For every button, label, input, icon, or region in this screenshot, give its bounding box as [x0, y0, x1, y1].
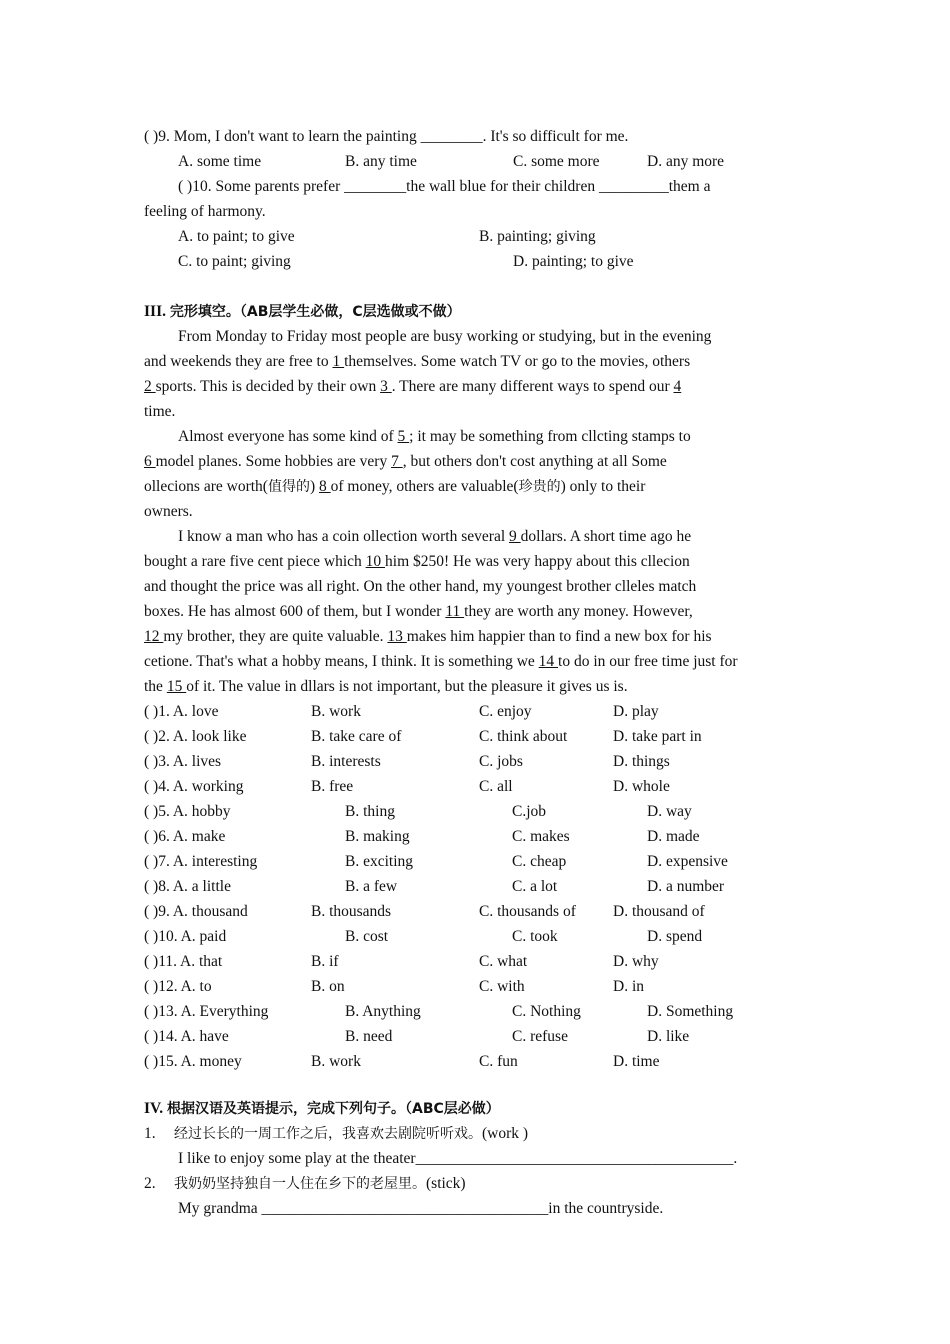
- answer-bracket-and-option-a: ( )14. A. have: [144, 1028, 229, 1045]
- option-c: C. cheap: [512, 853, 567, 870]
- passage-line: From Monday to Friday most people are busy working or studying, but in the evening: [178, 328, 712, 345]
- cloze-question-10: [144, 925, 784, 949]
- passage-line: the 15 of it. The value in dllars is not important, but the pleasure it gives us is.: [144, 678, 628, 695]
- option-d: D. in: [613, 978, 644, 995]
- blank-15: 15: [166, 678, 187, 695]
- answer-bracket-and-option-a: ( )5. A. hobby: [144, 803, 231, 820]
- blank-7: 7: [391, 453, 403, 470]
- option-c: C. enjoy: [479, 703, 532, 720]
- option-d: D. why: [613, 953, 659, 970]
- passage-line: I know a man who has a coin ollection worth several 9 dollars. A short time ago he: [178, 528, 692, 545]
- option-b: B. cost: [345, 928, 389, 945]
- option-b: B. work: [311, 703, 361, 720]
- answer-bracket-and-option-a: ( )8. A. a little: [144, 878, 231, 895]
- translation-item-2-prompt: 2. 我奶奶坚持独自一人住在乡下的老屋里。(stick): [144, 1175, 466, 1192]
- cloze-question-8: [144, 875, 784, 899]
- option-b: B. making: [345, 828, 410, 845]
- passage-line: cetione. That's what a hobby means, I think. It is something we 14 to do in our free time just for: [144, 653, 738, 670]
- blank-5: 5: [397, 428, 410, 445]
- blank-2: 2: [144, 378, 156, 395]
- option-c: C. fun: [479, 1053, 518, 1070]
- option-d: D. painting; to give: [513, 253, 634, 270]
- question-9-stem: ( )9. Mom, I don't want to learn the painting ________. It's so difficult for me.: [144, 128, 629, 145]
- option-b: B. thousands: [311, 903, 392, 920]
- option-d: D. a number: [647, 878, 725, 895]
- translation-item-1-prompt: 1. 经过长长的一周工作之后，我喜欢去剧院听听戏。(work ): [144, 1125, 529, 1142]
- blank-1: 1: [332, 353, 345, 370]
- option-c: C. jobs: [479, 753, 523, 770]
- option-d: D. things: [613, 753, 670, 770]
- passage-line: and weekends they are free to 1 themselves. Some watch TV or go to the movies, others: [144, 353, 691, 370]
- option-c: C. Nothing: [512, 1003, 581, 1020]
- option-d: D. Something: [647, 1003, 734, 1020]
- passage-line: Almost everyone has some kind of 5 ; it may be something from cllcting stamps to: [178, 428, 691, 445]
- option-b: B. take care of: [311, 728, 402, 745]
- answer-bracket-and-option-a: ( )1. A. love: [144, 703, 219, 720]
- option-d: D. take part in: [613, 728, 702, 745]
- option-b: B. work: [311, 1053, 361, 1070]
- option-d: D. any more: [647, 153, 725, 170]
- passage-line: time.: [144, 403, 176, 420]
- option-c: C. took: [512, 928, 558, 945]
- passage-line: 6 model planes. Some hobbies are very 7 , but others don't cost anything at all Some: [144, 453, 667, 470]
- answer-bracket-and-option-a: ( )10. A. paid: [144, 928, 227, 945]
- cloze-question-2: [144, 725, 784, 749]
- option-c: C. thousands of: [479, 903, 576, 920]
- blank-14: 14: [538, 653, 559, 670]
- cloze-question-9: [144, 900, 784, 924]
- section-4-heading: IV. 根据汉语及英语提示，完成下列句子。（ABC层必做）: [144, 1100, 500, 1117]
- option-c: C. all: [479, 778, 513, 795]
- option-b: B. painting; giving: [479, 228, 596, 245]
- option-a: A. some time: [178, 153, 262, 170]
- option-d: D. spend: [647, 928, 703, 945]
- translation-item-1-answer-line[interactable]: I like to enjoy some play at the theater_________________________________________.: [178, 1150, 738, 1167]
- answer-bracket-and-option-a: ( )3. A. lives: [144, 753, 222, 770]
- option-d: D. way: [647, 803, 692, 820]
- cloze-question-11: [144, 950, 784, 974]
- passage-line: 2 sports. This is decided by their own 3 . There are many different ways to spend our 4: [144, 378, 682, 395]
- passage-line: boxes. He has almost 600 of them, but I wonder 11 they are worth any money. However,: [144, 603, 693, 620]
- cloze-question-13: [144, 1000, 784, 1024]
- answer-bracket-and-option-a: ( )13. A. Everything: [144, 1003, 269, 1020]
- option-c: C. what: [479, 953, 528, 970]
- option-a: A. to paint; to give: [178, 228, 295, 245]
- answer-bracket-and-option-a: ( )9. A. thousand: [144, 903, 248, 920]
- option-b: B. interests: [311, 753, 381, 770]
- option-d: D. expensive: [647, 853, 728, 870]
- cloze-question-12: [144, 975, 784, 999]
- blank-3: 3: [380, 378, 392, 395]
- cloze-question-14: [144, 1025, 784, 1049]
- passage-line: and thought the price was all right. On the other hand, my youngest brother clleles match: [144, 578, 697, 595]
- cloze-question-3: [144, 750, 784, 774]
- option-b: B. need: [345, 1028, 393, 1045]
- answer-bracket-and-option-a: ( )12. A. to: [144, 978, 212, 995]
- option-b: B. exciting: [345, 853, 414, 870]
- translation-item-2-answer-line[interactable]: My grandma _____________________________________in the countryside.: [178, 1200, 664, 1217]
- question-9-options: [178, 150, 798, 174]
- answer-bracket-and-option-a: ( )4. A. working: [144, 778, 244, 795]
- question-10-options-cd: [178, 250, 798, 274]
- answer-bracket-and-option-a: ( )15. A. money: [144, 1053, 242, 1070]
- option-d: D. whole: [613, 778, 670, 795]
- answer-bracket-and-option-a: ( )2. A. look like: [144, 728, 247, 745]
- option-c: C. to paint; giving: [178, 253, 291, 270]
- cloze-question-1: [144, 700, 784, 724]
- question-10-stem-cont: feeling of harmony.: [144, 203, 266, 220]
- blank-4: 4: [673, 378, 682, 395]
- answer-bracket-and-option-a: ( )11. A. that: [144, 953, 223, 970]
- option-d: D. thousand of: [613, 903, 705, 920]
- question-10-options-ab: [178, 225, 798, 249]
- question-10-stem: ( )10. Some parents prefer ________the wall blue for their children _________them a: [178, 178, 711, 195]
- cloze-question-4: [144, 775, 784, 799]
- blank-12: 12: [144, 628, 164, 645]
- option-c: C.job: [512, 803, 547, 820]
- blank-9: 9: [509, 528, 521, 545]
- option-c: C. with: [479, 978, 525, 995]
- answer-bracket-and-option-a: ( )6. A. make: [144, 828, 226, 845]
- blank-8: 8: [319, 478, 331, 495]
- option-d: D. play: [613, 703, 659, 720]
- blank-11: 11: [445, 603, 465, 620]
- option-b: B. thing: [345, 803, 395, 820]
- blank-6: 6: [144, 453, 156, 470]
- answer-bracket-and-option-a: ( )7. A. interesting: [144, 853, 258, 870]
- passage-line: owners.: [144, 503, 193, 520]
- passage-line: bought a rare five cent piece which 10 him $250! He was very happy about this cllecion: [144, 553, 690, 570]
- option-b: B. any time: [345, 153, 417, 170]
- option-b: B. if: [311, 953, 339, 970]
- blank-10: 10: [365, 553, 386, 570]
- passage-line: ollecions are worth(值得的) 8 of money, others are valuable(珍贵的) only to their: [144, 478, 646, 495]
- option-b: B. free: [311, 778, 354, 795]
- option-d: D. like: [647, 1028, 690, 1045]
- option-b: B. Anything: [345, 1003, 421, 1020]
- option-b: B. on: [311, 978, 345, 995]
- cloze-question-6: [144, 825, 784, 849]
- passage-line: 12 my brother, they are quite valuable. 13 makes him happier than to find a new box for his: [144, 628, 712, 645]
- option-b: B. a few: [345, 878, 398, 895]
- option-d: D. made: [647, 828, 700, 845]
- cloze-question-7: [144, 850, 784, 874]
- option-c: C. think about: [479, 728, 568, 745]
- option-c: C. makes: [512, 828, 570, 845]
- option-c: C. a lot: [512, 878, 558, 895]
- option-c: C. refuse: [512, 1028, 568, 1045]
- cloze-question-15: [144, 1050, 784, 1074]
- cloze-question-5: [144, 800, 784, 824]
- blank-13: 13: [387, 628, 407, 645]
- section-3-heading: III. 完形填空。（AB层学生必做，C层选做或不做）: [144, 303, 461, 320]
- option-d: D. time: [613, 1053, 660, 1070]
- option-c: C. some more: [513, 153, 600, 170]
